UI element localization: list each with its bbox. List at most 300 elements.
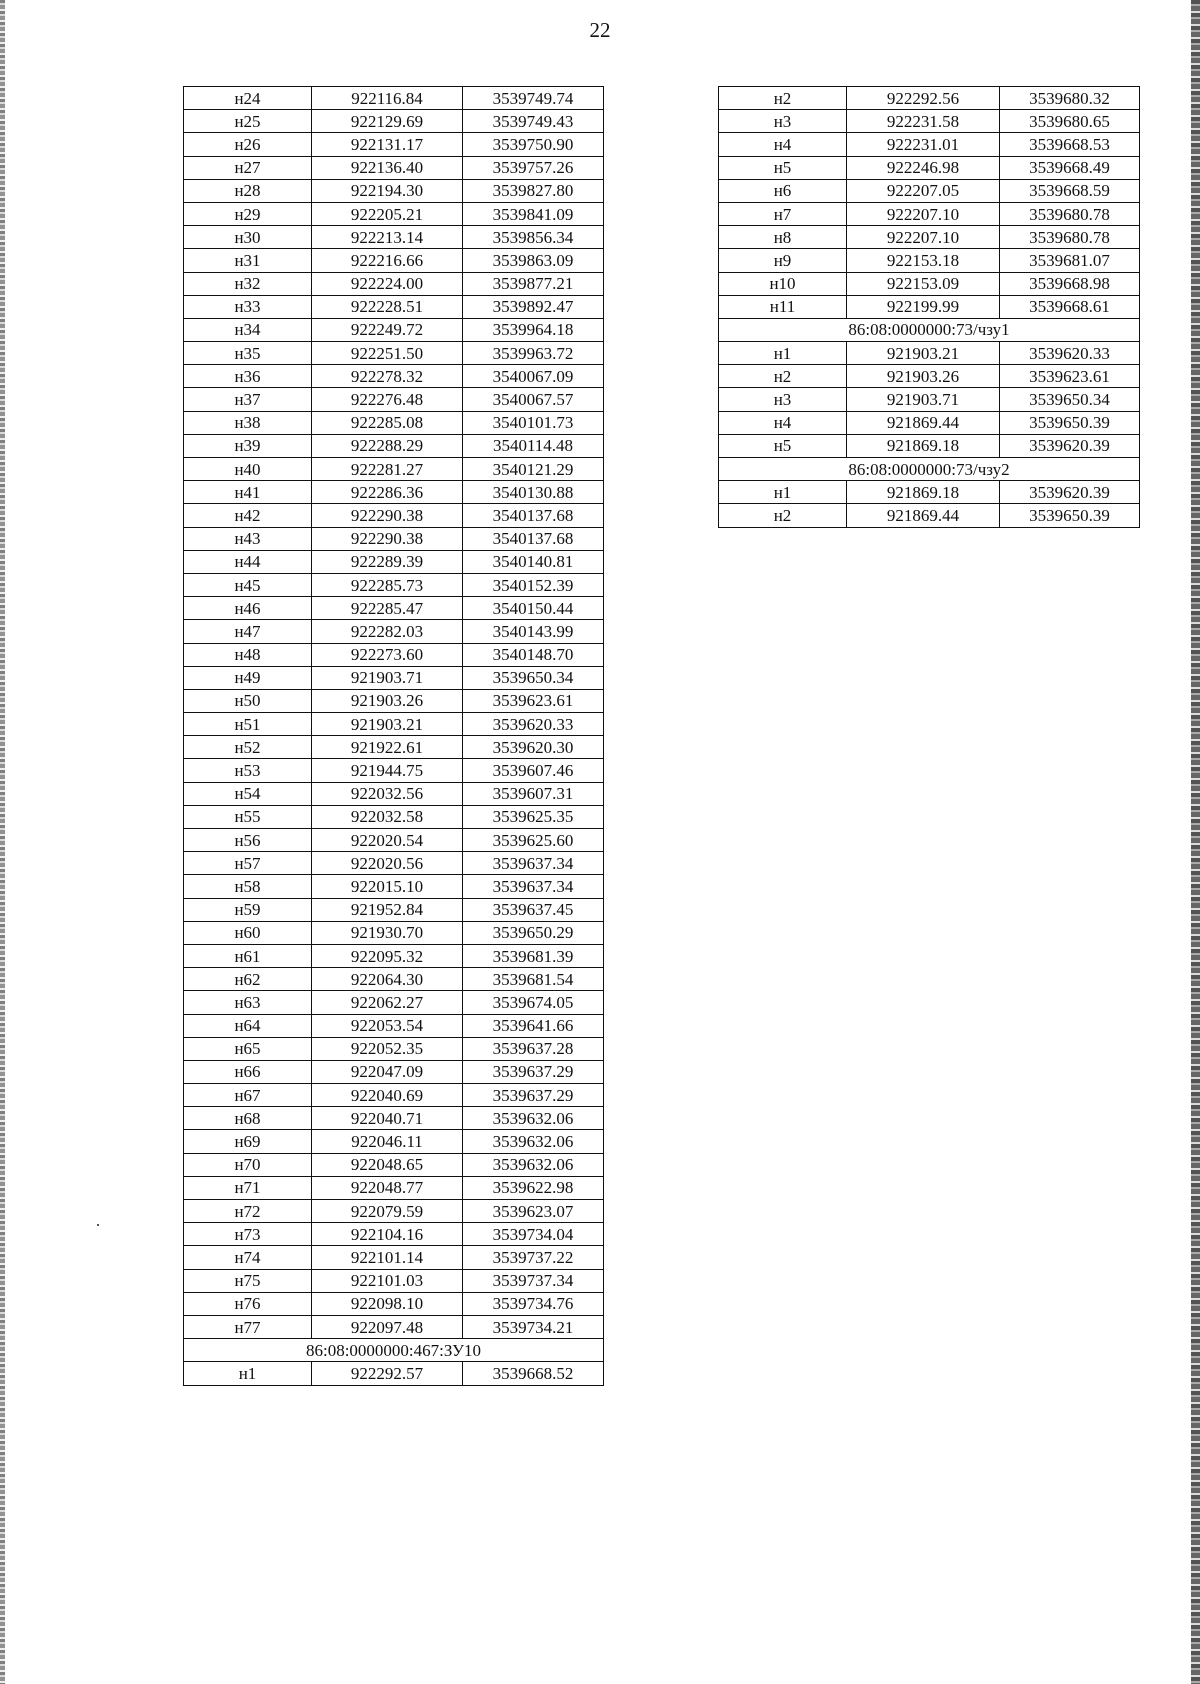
x-coordinate-cell: 922064.30 bbox=[312, 968, 463, 991]
x-coordinate-cell: 922216.66 bbox=[312, 249, 463, 272]
point-name-cell: н77 bbox=[184, 1315, 312, 1338]
x-coordinate-cell: 922052.35 bbox=[312, 1037, 463, 1060]
x-coordinate-cell: 921869.18 bbox=[847, 434, 1000, 457]
y-coordinate-cell: 3539620.33 bbox=[463, 713, 604, 736]
table-row bbox=[184, 1153, 604, 1176]
point-name-cell: н1 bbox=[719, 342, 847, 365]
x-coordinate-cell: 921903.71 bbox=[312, 666, 463, 689]
point-name-cell: н10 bbox=[719, 272, 847, 295]
table-row bbox=[184, 318, 604, 341]
x-coordinate-cell: 922231.58 bbox=[847, 110, 1000, 133]
table-row bbox=[184, 666, 604, 689]
x-coordinate-cell: 922095.32 bbox=[312, 944, 463, 967]
table-row bbox=[184, 504, 604, 527]
x-coordinate-cell: 921869.18 bbox=[847, 481, 1000, 504]
y-coordinate-cell: 3539607.46 bbox=[463, 759, 604, 782]
x-coordinate-cell: 922288.29 bbox=[312, 434, 463, 457]
x-coordinate-cell: 922097.48 bbox=[312, 1315, 463, 1338]
x-coordinate-cell: 922194.30 bbox=[312, 179, 463, 202]
x-coordinate-cell: 922249.72 bbox=[312, 318, 463, 341]
table-row bbox=[184, 179, 604, 202]
y-coordinate-cell: 3539827.80 bbox=[463, 179, 604, 202]
table-row bbox=[184, 133, 604, 156]
table-row bbox=[184, 759, 604, 782]
y-coordinate-cell: 3539668.49 bbox=[1000, 156, 1140, 179]
y-coordinate-cell: 3539637.45 bbox=[463, 898, 604, 921]
point-name-cell: н76 bbox=[184, 1292, 312, 1315]
x-coordinate-cell: 922273.60 bbox=[312, 643, 463, 666]
point-name-cell: н35 bbox=[184, 342, 312, 365]
table-row bbox=[184, 1107, 604, 1130]
table-row bbox=[184, 295, 604, 318]
x-coordinate-cell: 922281.27 bbox=[312, 458, 463, 481]
point-name-cell: н2 bbox=[719, 504, 847, 527]
y-coordinate-cell: 3539623.61 bbox=[1000, 365, 1140, 388]
point-name-cell: н65 bbox=[184, 1037, 312, 1060]
point-name-cell: н58 bbox=[184, 875, 312, 898]
x-coordinate-cell: 922205.21 bbox=[312, 202, 463, 225]
point-name-cell: н51 bbox=[184, 713, 312, 736]
x-coordinate-cell: 922079.59 bbox=[312, 1200, 463, 1223]
y-coordinate-cell: 3539681.07 bbox=[1000, 249, 1140, 272]
table-row bbox=[184, 365, 604, 388]
y-coordinate-cell: 3539641.66 bbox=[463, 1014, 604, 1037]
point-name-cell: н37 bbox=[184, 388, 312, 411]
x-coordinate-cell: 922101.14 bbox=[312, 1246, 463, 1269]
y-coordinate-cell: 3540114.48 bbox=[463, 434, 604, 457]
table-row bbox=[184, 852, 604, 875]
section-row bbox=[184, 1339, 604, 1362]
point-name-cell: н64 bbox=[184, 1014, 312, 1037]
table-row bbox=[184, 1176, 604, 1199]
x-coordinate-cell: 922046.11 bbox=[312, 1130, 463, 1153]
y-coordinate-cell: 3540137.68 bbox=[463, 527, 604, 550]
x-coordinate-cell: 922282.03 bbox=[312, 620, 463, 643]
point-name-cell: н45 bbox=[184, 573, 312, 596]
x-coordinate-cell: 922207.10 bbox=[847, 226, 1000, 249]
x-coordinate-cell: 921903.21 bbox=[312, 713, 463, 736]
point-name-cell: н43 bbox=[184, 527, 312, 550]
y-coordinate-cell: 3539620.39 bbox=[1000, 434, 1140, 457]
y-coordinate-cell: 3540067.57 bbox=[463, 388, 604, 411]
table-row bbox=[719, 272, 1140, 295]
point-name-cell: н63 bbox=[184, 991, 312, 1014]
y-coordinate-cell: 3539637.29 bbox=[463, 1084, 604, 1107]
y-coordinate-cell: 3539668.59 bbox=[1000, 179, 1140, 202]
table-row bbox=[184, 782, 604, 805]
point-name-cell: н8 bbox=[719, 226, 847, 249]
y-coordinate-cell: 3539650.34 bbox=[1000, 388, 1140, 411]
x-coordinate-cell: 922224.00 bbox=[312, 272, 463, 295]
table-row bbox=[719, 504, 1140, 527]
y-coordinate-cell: 3539637.28 bbox=[463, 1037, 604, 1060]
y-coordinate-cell: 3540067.09 bbox=[463, 365, 604, 388]
section-row bbox=[719, 458, 1140, 481]
y-coordinate-cell: 3539964.18 bbox=[463, 318, 604, 341]
table-row bbox=[184, 1200, 604, 1223]
point-name-cell: н59 bbox=[184, 898, 312, 921]
point-name-cell: н57 bbox=[184, 852, 312, 875]
table-row bbox=[184, 620, 604, 643]
point-name-cell: н27 bbox=[184, 156, 312, 179]
table-row bbox=[184, 458, 604, 481]
table-row bbox=[719, 365, 1140, 388]
point-name-cell: н42 bbox=[184, 504, 312, 527]
y-coordinate-cell: 3539668.52 bbox=[463, 1362, 604, 1385]
table-row bbox=[184, 1246, 604, 1269]
x-coordinate-cell: 922104.16 bbox=[312, 1223, 463, 1246]
y-coordinate-cell: 3539737.22 bbox=[463, 1246, 604, 1269]
point-name-cell: н32 bbox=[184, 272, 312, 295]
point-name-cell: н49 bbox=[184, 666, 312, 689]
point-name-cell: н2 bbox=[719, 87, 847, 110]
page-number: 22 bbox=[589, 18, 611, 42]
point-name-cell: н40 bbox=[184, 458, 312, 481]
coordinates-table-left bbox=[183, 86, 604, 1386]
point-name-cell: н71 bbox=[184, 1176, 312, 1199]
table-row bbox=[184, 527, 604, 550]
x-coordinate-cell: 922286.36 bbox=[312, 481, 463, 504]
y-coordinate-cell: 3540140.81 bbox=[463, 550, 604, 573]
point-name-cell: н6 bbox=[719, 179, 847, 202]
point-name-cell: н1 bbox=[184, 1362, 312, 1385]
scan-edge-left bbox=[0, 0, 5, 1684]
y-coordinate-cell: 3540150.44 bbox=[463, 597, 604, 620]
table-row bbox=[719, 342, 1140, 365]
table-row bbox=[184, 805, 604, 828]
y-coordinate-cell: 3540143.99 bbox=[463, 620, 604, 643]
x-coordinate-cell: 922213.14 bbox=[312, 226, 463, 249]
table-row bbox=[184, 202, 604, 225]
table-row bbox=[184, 1014, 604, 1037]
y-coordinate-cell: 3540148.70 bbox=[463, 643, 604, 666]
x-coordinate-cell: 921952.84 bbox=[312, 898, 463, 921]
point-name-cell: н5 bbox=[719, 434, 847, 457]
x-coordinate-cell: 921903.71 bbox=[847, 388, 1000, 411]
point-name-cell: н44 bbox=[184, 550, 312, 573]
table-row bbox=[184, 643, 604, 666]
point-name-cell: н25 bbox=[184, 110, 312, 133]
x-coordinate-cell: 922129.69 bbox=[312, 110, 463, 133]
y-coordinate-cell: 3539734.76 bbox=[463, 1292, 604, 1315]
y-coordinate-cell: 3539757.26 bbox=[463, 156, 604, 179]
y-coordinate-cell: 3539623.61 bbox=[463, 689, 604, 712]
table-row bbox=[184, 921, 604, 944]
x-coordinate-cell: 922228.51 bbox=[312, 295, 463, 318]
y-coordinate-cell: 3539622.98 bbox=[463, 1176, 604, 1199]
table-row bbox=[184, 272, 604, 295]
y-coordinate-cell: 3539681.39 bbox=[463, 944, 604, 967]
point-name-cell: н53 bbox=[184, 759, 312, 782]
y-coordinate-cell: 3539680.32 bbox=[1000, 87, 1140, 110]
point-name-cell: н7 bbox=[719, 202, 847, 225]
x-coordinate-cell: 922199.99 bbox=[847, 295, 1000, 318]
table-row bbox=[184, 87, 604, 110]
point-name-cell: н34 bbox=[184, 318, 312, 341]
y-coordinate-cell: 3539607.31 bbox=[463, 782, 604, 805]
y-coordinate-cell: 3539863.09 bbox=[463, 249, 604, 272]
y-coordinate-cell: 3539668.53 bbox=[1000, 133, 1140, 156]
point-name-cell: н36 bbox=[184, 365, 312, 388]
table-row bbox=[184, 898, 604, 921]
x-coordinate-cell: 922285.47 bbox=[312, 597, 463, 620]
x-coordinate-cell: 922276.48 bbox=[312, 388, 463, 411]
table-row bbox=[184, 249, 604, 272]
section-label: 86:08:0000000:73/чзу2 bbox=[719, 458, 1140, 481]
table-row bbox=[719, 156, 1140, 179]
table-row bbox=[184, 1269, 604, 1292]
section-label: 86:08:0000000:73/чзу1 bbox=[719, 318, 1140, 341]
table-row bbox=[184, 434, 604, 457]
table-row bbox=[719, 481, 1140, 504]
point-name-cell: н72 bbox=[184, 1200, 312, 1223]
y-coordinate-cell: 3539680.78 bbox=[1000, 226, 1140, 249]
point-name-cell: н2 bbox=[719, 365, 847, 388]
y-coordinate-cell: 3539750.90 bbox=[463, 133, 604, 156]
point-name-cell: н60 bbox=[184, 921, 312, 944]
table-row bbox=[184, 226, 604, 249]
y-coordinate-cell: 3539856.34 bbox=[463, 226, 604, 249]
table-row bbox=[184, 875, 604, 898]
table-row bbox=[719, 87, 1140, 110]
table-row bbox=[184, 1037, 604, 1060]
y-coordinate-cell: 3539632.06 bbox=[463, 1153, 604, 1176]
table-row bbox=[184, 1060, 604, 1083]
table-row bbox=[184, 944, 604, 967]
x-coordinate-cell: 921869.44 bbox=[847, 411, 1000, 434]
table-row bbox=[184, 411, 604, 434]
point-name-cell: н73 bbox=[184, 1223, 312, 1246]
y-coordinate-cell: 3539632.06 bbox=[463, 1130, 604, 1153]
y-coordinate-cell: 3540152.39 bbox=[463, 573, 604, 596]
y-coordinate-cell: 3539749.43 bbox=[463, 110, 604, 133]
point-name-cell: н75 bbox=[184, 1269, 312, 1292]
y-coordinate-cell: 3539877.21 bbox=[463, 272, 604, 295]
y-coordinate-cell: 3539650.39 bbox=[1000, 411, 1140, 434]
table-row bbox=[184, 388, 604, 411]
point-name-cell: н4 bbox=[719, 411, 847, 434]
table-row bbox=[184, 156, 604, 179]
x-coordinate-cell: 922246.98 bbox=[847, 156, 1000, 179]
y-coordinate-cell: 3539620.30 bbox=[463, 736, 604, 759]
point-name-cell: н66 bbox=[184, 1060, 312, 1083]
point-name-cell: н41 bbox=[184, 481, 312, 504]
point-name-cell: н1 bbox=[719, 481, 847, 504]
x-coordinate-cell: 922278.32 bbox=[312, 365, 463, 388]
x-coordinate-cell: 921903.26 bbox=[847, 365, 1000, 388]
table-row bbox=[184, 1130, 604, 1153]
table-row bbox=[719, 226, 1140, 249]
point-name-cell: н54 bbox=[184, 782, 312, 805]
section-label: 86:08:0000000:467:ЗУ10 bbox=[184, 1339, 604, 1362]
scan-edge-right bbox=[1191, 0, 1200, 1684]
y-coordinate-cell: 3539637.34 bbox=[463, 852, 604, 875]
x-coordinate-cell: 922020.56 bbox=[312, 852, 463, 875]
table-row bbox=[184, 736, 604, 759]
x-coordinate-cell: 922040.69 bbox=[312, 1084, 463, 1107]
table-row bbox=[719, 202, 1140, 225]
point-name-cell: н48 bbox=[184, 643, 312, 666]
table-row bbox=[719, 249, 1140, 272]
x-coordinate-cell: 921922.61 bbox=[312, 736, 463, 759]
point-name-cell: н68 bbox=[184, 1107, 312, 1130]
y-coordinate-cell: 3540137.68 bbox=[463, 504, 604, 527]
table-row bbox=[719, 110, 1140, 133]
x-coordinate-cell: 922098.10 bbox=[312, 1292, 463, 1315]
table-row bbox=[184, 481, 604, 504]
x-coordinate-cell: 922116.84 bbox=[312, 87, 463, 110]
point-name-cell: н3 bbox=[719, 388, 847, 411]
point-name-cell: н70 bbox=[184, 1153, 312, 1176]
x-coordinate-cell: 922153.09 bbox=[847, 272, 1000, 295]
point-name-cell: н46 bbox=[184, 597, 312, 620]
y-coordinate-cell: 3539632.06 bbox=[463, 1107, 604, 1130]
y-coordinate-cell: 3539668.61 bbox=[1000, 295, 1140, 318]
x-coordinate-cell: 922020.54 bbox=[312, 829, 463, 852]
y-coordinate-cell: 3539680.78 bbox=[1000, 202, 1140, 225]
x-coordinate-cell: 922032.56 bbox=[312, 782, 463, 805]
y-coordinate-cell: 3539892.47 bbox=[463, 295, 604, 318]
y-coordinate-cell: 3539681.54 bbox=[463, 968, 604, 991]
point-name-cell: н4 bbox=[719, 133, 847, 156]
table-row bbox=[719, 133, 1140, 156]
y-coordinate-cell: 3539650.34 bbox=[463, 666, 604, 689]
x-coordinate-cell: 922207.10 bbox=[847, 202, 1000, 225]
table-row bbox=[184, 1315, 604, 1338]
y-coordinate-cell: 3539749.74 bbox=[463, 87, 604, 110]
x-coordinate-cell: 922290.38 bbox=[312, 527, 463, 550]
point-name-cell: н3 bbox=[719, 110, 847, 133]
x-coordinate-cell: 921869.44 bbox=[847, 504, 1000, 527]
table-row bbox=[184, 573, 604, 596]
y-coordinate-cell: 3539625.35 bbox=[463, 805, 604, 828]
x-coordinate-cell: 922292.57 bbox=[312, 1362, 463, 1385]
table-row bbox=[719, 295, 1140, 318]
point-name-cell: н47 bbox=[184, 620, 312, 643]
x-coordinate-cell: 922136.40 bbox=[312, 156, 463, 179]
table-row bbox=[184, 968, 604, 991]
y-coordinate-cell: 3539637.34 bbox=[463, 875, 604, 898]
x-coordinate-cell: 922047.09 bbox=[312, 1060, 463, 1083]
x-coordinate-cell: 922207.05 bbox=[847, 179, 1000, 202]
x-coordinate-cell: 921903.26 bbox=[312, 689, 463, 712]
y-coordinate-cell: 3539623.07 bbox=[463, 1200, 604, 1223]
x-coordinate-cell: 922285.73 bbox=[312, 573, 463, 596]
x-coordinate-cell: 922040.71 bbox=[312, 1107, 463, 1130]
section-row bbox=[719, 318, 1140, 341]
y-coordinate-cell: 3539637.29 bbox=[463, 1060, 604, 1083]
point-name-cell: н67 bbox=[184, 1084, 312, 1107]
table-row bbox=[184, 550, 604, 573]
table-row bbox=[184, 1362, 604, 1385]
point-name-cell: н24 bbox=[184, 87, 312, 110]
x-coordinate-cell: 922032.58 bbox=[312, 805, 463, 828]
x-coordinate-cell: 921944.75 bbox=[312, 759, 463, 782]
x-coordinate-cell: 922231.01 bbox=[847, 133, 1000, 156]
x-coordinate-cell: 922062.27 bbox=[312, 991, 463, 1014]
y-coordinate-cell: 3540101.73 bbox=[463, 411, 604, 434]
point-name-cell: н5 bbox=[719, 156, 847, 179]
point-name-cell: н26 bbox=[184, 133, 312, 156]
table-row bbox=[184, 110, 604, 133]
point-name-cell: н31 bbox=[184, 249, 312, 272]
y-coordinate-cell: 3539650.29 bbox=[463, 921, 604, 944]
y-coordinate-cell: 3539650.39 bbox=[1000, 504, 1140, 527]
x-coordinate-cell: 922289.39 bbox=[312, 550, 463, 573]
y-coordinate-cell: 3539674.05 bbox=[463, 991, 604, 1014]
point-name-cell: н56 bbox=[184, 829, 312, 852]
point-name-cell: н52 bbox=[184, 736, 312, 759]
y-coordinate-cell: 3540121.29 bbox=[463, 458, 604, 481]
point-name-cell: н29 bbox=[184, 202, 312, 225]
y-coordinate-cell: 3540130.88 bbox=[463, 481, 604, 504]
y-coordinate-cell: 3539734.21 bbox=[463, 1315, 604, 1338]
y-coordinate-cell: 3539625.60 bbox=[463, 829, 604, 852]
x-coordinate-cell: 922131.17 bbox=[312, 133, 463, 156]
x-coordinate-cell: 922053.54 bbox=[312, 1014, 463, 1037]
y-coordinate-cell: 3539680.65 bbox=[1000, 110, 1140, 133]
y-coordinate-cell: 3539963.72 bbox=[463, 342, 604, 365]
point-name-cell: н74 bbox=[184, 1246, 312, 1269]
y-coordinate-cell: 3539734.04 bbox=[463, 1223, 604, 1246]
point-name-cell: н38 bbox=[184, 411, 312, 434]
table-row bbox=[184, 689, 604, 712]
x-coordinate-cell: 922292.56 bbox=[847, 87, 1000, 110]
table-row bbox=[184, 342, 604, 365]
y-coordinate-cell: 3539668.98 bbox=[1000, 272, 1140, 295]
point-name-cell: н11 bbox=[719, 295, 847, 318]
table-row bbox=[184, 1084, 604, 1107]
x-coordinate-cell: 922153.18 bbox=[847, 249, 1000, 272]
table-row bbox=[719, 434, 1140, 457]
x-coordinate-cell: 922251.50 bbox=[312, 342, 463, 365]
x-coordinate-cell: 922285.08 bbox=[312, 411, 463, 434]
point-name-cell: н30 bbox=[184, 226, 312, 249]
coordinates-table-right bbox=[718, 86, 1140, 528]
table-row bbox=[184, 1223, 604, 1246]
point-name-cell: н69 bbox=[184, 1130, 312, 1153]
table-row bbox=[184, 1292, 604, 1315]
table-row bbox=[184, 829, 604, 852]
table-row bbox=[719, 411, 1140, 434]
point-name-cell: н50 bbox=[184, 689, 312, 712]
point-name-cell: н62 bbox=[184, 968, 312, 991]
point-name-cell: н33 bbox=[184, 295, 312, 318]
point-name-cell: н28 bbox=[184, 179, 312, 202]
x-coordinate-cell: 922015.10 bbox=[312, 875, 463, 898]
x-coordinate-cell: 921930.70 bbox=[312, 921, 463, 944]
point-name-cell: н39 bbox=[184, 434, 312, 457]
scan-speck bbox=[97, 1224, 99, 1226]
x-coordinate-cell: 921903.21 bbox=[847, 342, 1000, 365]
point-name-cell: н61 bbox=[184, 944, 312, 967]
table-row bbox=[184, 991, 604, 1014]
x-coordinate-cell: 922048.65 bbox=[312, 1153, 463, 1176]
x-coordinate-cell: 922290.38 bbox=[312, 504, 463, 527]
y-coordinate-cell: 3539841.09 bbox=[463, 202, 604, 225]
table-row bbox=[719, 388, 1140, 411]
y-coordinate-cell: 3539737.34 bbox=[463, 1269, 604, 1292]
table-row bbox=[184, 713, 604, 736]
point-name-cell: н55 bbox=[184, 805, 312, 828]
table-row bbox=[184, 597, 604, 620]
y-coordinate-cell: 3539620.33 bbox=[1000, 342, 1140, 365]
y-coordinate-cell: 3539620.39 bbox=[1000, 481, 1140, 504]
point-name-cell: н9 bbox=[719, 249, 847, 272]
table-row bbox=[719, 179, 1140, 202]
x-coordinate-cell: 922101.03 bbox=[312, 1269, 463, 1292]
x-coordinate-cell: 922048.77 bbox=[312, 1176, 463, 1199]
